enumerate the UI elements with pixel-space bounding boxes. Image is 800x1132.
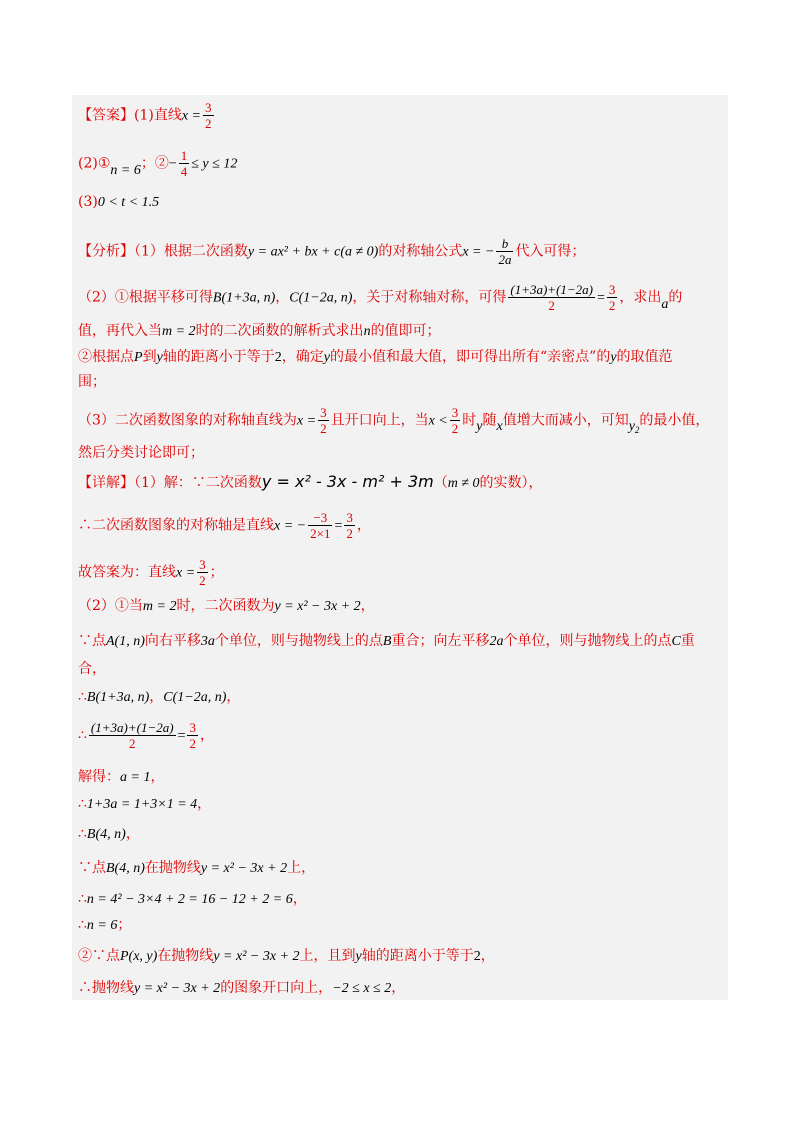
- math: x = −: [274, 518, 307, 534]
- math: B(1+3a, n): [212, 290, 276, 306]
- math: B: [382, 634, 392, 649]
- text: 在抛物线: [157, 948, 214, 964]
- math: y = x² − 3x + 2: [200, 861, 288, 876]
- text: 的图象开口向上，: [220, 980, 333, 996]
- math: C(1−2a, n): [163, 690, 227, 705]
- text: ；②: [140, 155, 169, 172]
- denominator: 2: [346, 526, 353, 541]
- math: 3a: [200, 634, 215, 649]
- detail-line-15: [78, 947, 495, 966]
- answer-part3: (3): [78, 194, 98, 210]
- analysis-line-1: [78, 236, 585, 267]
- text: ，求出: [619, 289, 662, 306]
- math: x: [496, 418, 503, 434]
- math: C(1−2a, n): [289, 290, 353, 306]
- answer-line-2: [78, 148, 237, 179]
- math: x = −: [462, 244, 495, 260]
- math: y = x² − 3x + 2: [213, 949, 300, 964]
- denominator: 2: [320, 421, 327, 436]
- text: ∴: [78, 796, 87, 812]
- denominator: 2: [608, 298, 616, 313]
- text: 重: [680, 633, 695, 649]
- text: 故答案为：直线: [78, 564, 176, 581]
- fraction: [344, 510, 355, 541]
- text: （1）根据二次函数: [134, 243, 248, 260]
- text: ，: [199, 727, 214, 744]
- text: 值增大而减小，可知: [502, 412, 629, 429]
- math: ≤ y ≤ 12: [191, 156, 238, 172]
- text: 的对称轴公式: [378, 243, 463, 260]
- math: P(x, y): [120, 949, 158, 964]
- analysis-line-6: [78, 405, 709, 436]
- math: P: [134, 350, 143, 365]
- numerator: 3: [346, 510, 353, 525]
- text: ②根据点: [78, 349, 134, 365]
- numerator: b: [496, 236, 513, 252]
- text: ∴: [78, 689, 87, 705]
- text: ，: [197, 796, 212, 812]
- detail-line-12: [78, 859, 315, 878]
- analysis-line-5: [78, 373, 106, 391]
- detail-line-9: [78, 768, 164, 787]
- text: 向右平移: [144, 633, 201, 649]
- text: （2）①当: [78, 598, 143, 614]
- math: [629, 419, 640, 434]
- text: ∴抛物线: [78, 980, 134, 996]
- math: A(1, n): [106, 634, 145, 649]
- math: 0 < t < 1.5: [97, 195, 160, 210]
- text: ，: [150, 769, 165, 785]
- text: 随: [482, 412, 497, 429]
- text: 重合；向左平移: [391, 633, 490, 649]
- math: y: [323, 350, 330, 365]
- math: y = x² - 3x - m² + 3m: [261, 472, 434, 491]
- text: ，: [125, 826, 140, 842]
- fraction: [197, 557, 208, 588]
- numerator: (1+3a)+(1−2a): [510, 282, 593, 297]
- text: 轴的距离小于等于: [361, 948, 474, 964]
- denominator: 2: [199, 573, 206, 588]
- math: B(4, n): [106, 861, 145, 876]
- text: 的值即可；: [370, 323, 441, 339]
- text: 的最小值，: [639, 412, 710, 429]
- text: 时: [462, 412, 477, 429]
- detail-line-10: [78, 795, 211, 814]
- text: 上，且到: [299, 948, 356, 964]
- text: 时的二次函数的解析式求出: [195, 323, 364, 339]
- analysis-line-4: [78, 348, 673, 367]
- text: 的最小值和最大值，即可得出所有“亲密点”的: [330, 349, 611, 365]
- fraction: [496, 236, 513, 267]
- text: 然后分类讨论即可；: [78, 445, 204, 461]
- math: B(1+3a, n): [86, 690, 150, 705]
- detail-line-4: [78, 597, 375, 616]
- text: ②∵点: [78, 948, 120, 964]
- numerator: (1+3a)+(1−2a): [90, 720, 174, 735]
- numerator: 3: [199, 557, 206, 572]
- text: ，关于对称轴对称，可得: [352, 289, 507, 306]
- denominator: 4: [180, 164, 188, 179]
- text: ，确定: [281, 349, 324, 365]
- denominator: 2: [205, 116, 212, 131]
- answer-line-1: [78, 100, 216, 131]
- detail-line-13: [78, 890, 307, 909]
- analysis-line-2: [78, 282, 682, 313]
- subscript: 2: [634, 424, 640, 435]
- math: y: [355, 949, 362, 964]
- text: 个单位，则与抛物线上的点: [503, 633, 672, 649]
- text: （2）①根据平移可得: [78, 289, 213, 306]
- math: m = 2: [162, 324, 196, 339]
- math: =: [334, 518, 343, 534]
- math: a: [661, 296, 669, 312]
- math: n = 6: [110, 162, 141, 178]
- numerator: 3: [320, 405, 327, 420]
- text: 的取值范: [616, 349, 673, 365]
- denominator: 2: [128, 736, 136, 751]
- denominator: 2×1: [310, 526, 331, 541]
- denominator: 2: [189, 736, 196, 751]
- answer-part2: (2)①: [78, 155, 111, 172]
- math: x =: [176, 565, 196, 581]
- math: 1+3a = 1+3×1 = 4: [86, 797, 198, 812]
- math: B(4, n): [86, 827, 126, 842]
- math: m ≠ 0: [447, 476, 480, 491]
- math: y = x² − 3x + 2: [134, 981, 221, 996]
- detail-line-1: [78, 473, 543, 493]
- math: n = 6: [86, 918, 118, 933]
- math: n: [363, 324, 371, 339]
- numerator: 3: [189, 720, 196, 735]
- text: （3）二次函数图象的对称轴直线为: [78, 412, 297, 429]
- detail-label: 【详解】: [78, 475, 134, 491]
- text: 合，: [78, 661, 106, 677]
- text: ∵点: [78, 633, 106, 649]
- text: ∴: [78, 727, 87, 744]
- y-var: y: [628, 418, 635, 434]
- math: x =: [181, 108, 202, 124]
- text: ∴: [78, 891, 87, 907]
- numerator: 1: [180, 148, 188, 163]
- text: ，: [356, 517, 371, 534]
- text: 个单位，则与抛物线上的点: [214, 633, 383, 649]
- fraction: [318, 405, 329, 436]
- math: 2a: [489, 634, 504, 649]
- math: y: [156, 350, 163, 365]
- text: ，: [391, 980, 406, 996]
- text: ∴: [78, 917, 87, 933]
- numerator: 3: [205, 100, 212, 115]
- fraction: [607, 282, 618, 313]
- text: ，: [226, 689, 241, 705]
- math: n = 4² − 3×4 + 2 = 16 − 12 + 2 = 6: [86, 892, 293, 907]
- math: y: [476, 418, 483, 434]
- math: C: [671, 634, 681, 649]
- math: y = x² − 3x + 2: [274, 599, 361, 614]
- text: ，: [292, 891, 307, 907]
- detail-line-6: [78, 660, 106, 678]
- detail-line-11: [78, 825, 140, 844]
- detail-line-5: [78, 632, 695, 651]
- text: ，: [480, 948, 495, 964]
- text: 解得：: [78, 769, 120, 785]
- text: ，: [149, 689, 164, 705]
- text: ∴二次函数图象的对称轴是直线: [78, 517, 274, 534]
- fraction: [179, 148, 190, 179]
- analysis-line-3: [78, 322, 441, 341]
- text: 代入可得；: [515, 243, 586, 260]
- numerator: −3: [308, 510, 332, 526]
- math: =: [177, 728, 186, 744]
- fraction: [308, 510, 332, 541]
- fraction: [508, 282, 595, 313]
- detail-line-14: [78, 916, 131, 935]
- text: ∵点: [78, 860, 106, 876]
- math: −: [168, 156, 177, 172]
- math: −2 ≤ x ≤ 2: [332, 981, 392, 996]
- text: 值，再代入当: [78, 323, 162, 339]
- text: 在抛物线: [144, 860, 201, 876]
- math: m = 2: [142, 599, 177, 614]
- analysis-label: 【分析】: [78, 243, 134, 260]
- math: =: [597, 290, 605, 306]
- text: 的实数），: [479, 475, 543, 491]
- detail-line-3: [78, 557, 224, 588]
- fraction: [187, 720, 198, 751]
- math: a = 1: [120, 770, 151, 785]
- detail-line-16: [78, 979, 405, 998]
- math: x <: [428, 413, 448, 429]
- numerator: 3: [608, 282, 616, 297]
- text: （: [433, 475, 448, 491]
- text: 轴的距离小于等于: [162, 349, 275, 365]
- text: 到: [142, 349, 157, 365]
- denominator: 2: [451, 421, 459, 436]
- numerator: 3: [451, 405, 459, 420]
- denominator: 2: [548, 298, 555, 313]
- math: 2: [473, 949, 481, 964]
- answer-label: 【答案】: [78, 107, 134, 124]
- text: ；: [117, 917, 132, 933]
- fraction: [203, 100, 214, 131]
- fraction: [450, 405, 461, 436]
- text: 的: [668, 289, 683, 306]
- answer-line-3: [78, 193, 159, 212]
- answer-part1: (1)直线: [134, 107, 182, 124]
- math: x =: [296, 413, 317, 429]
- text: ，: [275, 289, 290, 306]
- text: ，: [360, 598, 375, 614]
- text: （1）解：∵二次函数: [134, 475, 262, 491]
- fraction: [89, 720, 176, 751]
- text: 时，二次函数为: [176, 598, 275, 614]
- math: y: [610, 350, 617, 365]
- math: y = ax² + bx + c(a ≠ 0): [247, 244, 379, 260]
- detail-line-7: [78, 688, 240, 707]
- detail-line-2: [78, 510, 371, 541]
- math: 2: [274, 350, 282, 365]
- text: 围；: [78, 374, 106, 390]
- detail-line-8: [78, 720, 214, 751]
- analysis-line-7: [78, 444, 204, 462]
- text: ∴: [78, 826, 87, 842]
- text: 上，: [287, 860, 316, 876]
- text: 且开口向上，当: [330, 412, 429, 429]
- text: ；: [209, 564, 224, 581]
- denominator: 2a: [498, 252, 512, 267]
